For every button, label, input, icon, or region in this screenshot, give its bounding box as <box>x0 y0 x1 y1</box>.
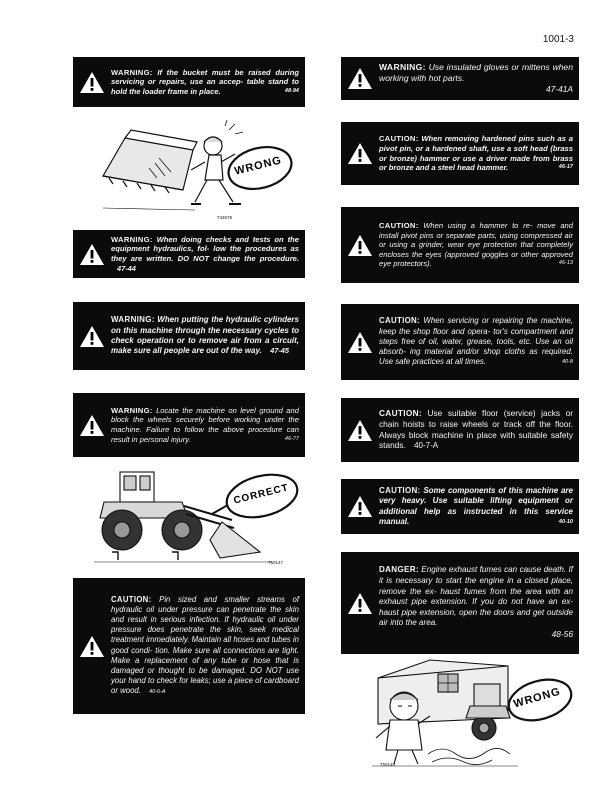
warning-keyword: WARNING: <box>111 405 153 415</box>
exhaust-fumes-illustration <box>368 658 576 770</box>
warning-triangle-icon <box>79 325 105 348</box>
warning-triangle-icon <box>347 67 373 90</box>
warning-box-cylinder-cycles <box>73 302 305 370</box>
figure-number: 750147 <box>268 560 284 565</box>
warning-keyword: WARNING: <box>379 62 426 72</box>
warning-keyword: WARNING: <box>111 67 153 77</box>
warning-code: 47-45 <box>270 346 290 356</box>
figure-number: 742679 <box>217 215 233 220</box>
figure-number: 750149 <box>380 762 396 767</box>
warning-box-level-ground <box>73 393 305 457</box>
warning-triangle-icon <box>347 592 373 615</box>
caution-keyword: CAUTION: <box>379 221 419 231</box>
caution-code: 46-13 <box>558 260 573 267</box>
caution-code: 40-7-A <box>414 441 439 451</box>
caution-code: 40-8 <box>561 359 573 366</box>
wrong-stamp: WRONG <box>512 685 563 711</box>
caution-text: Pin sized and smaller streams of hydraulic oil under pressure can penetrate the skin and result in serious infection. If hydraulic oil under pressure does penetrate the skin, seek medical treatment immediately. Maintain all hoses and tubes in good condi- tion. Make sure all connections are tight. Make a replacement of any tube or hose that is damaged or thought to be damaged. DO NOT use your hand to check for leaks; use a piece of cardboard or wood. <box>111 595 299 695</box>
caution-keyword: CAUTION: <box>379 485 421 495</box>
caution-code: 46-17 <box>558 164 573 171</box>
warning-code: 48-94 <box>284 87 299 94</box>
caution-keyword: CAUTION: <box>379 407 422 418</box>
caution-box-shop-floor <box>341 304 579 380</box>
warning-text: Locate the machine on level ground and block the wheels securely before working under the machine. Failure to follow the above procedure can result in personal injury. <box>111 405 299 444</box>
warning-triangle-icon <box>347 142 373 165</box>
warning-text: When doing checks and tests on the equipment hydraulics, fol- low the procedures as they are written. DO NOT change the procedure. <box>111 234 299 263</box>
caution-keyword: CAUTION: <box>379 316 420 326</box>
warning-text: When putting the hydraulic cylinders on this machine through the necessary cycles to check operation or to remove air from a circuit, make sure all people are out of the way. <box>111 315 299 356</box>
warning-triangle-icon <box>347 495 373 518</box>
caution-box-floor-jacks <box>341 398 579 462</box>
caution-code: 40-10 <box>558 518 573 525</box>
warning-triangle-icon <box>79 635 105 658</box>
caution-box-eye-protection <box>341 207 579 283</box>
warning-triangle-icon <box>347 234 373 257</box>
warning-text: Use insulated gloves or mittens when working with hot parts. <box>379 62 573 83</box>
danger-code: 48-56 <box>551 628 573 639</box>
warning-code: 47-41A <box>545 84 573 94</box>
loader-correct-illustration <box>92 468 304 568</box>
caution-text: When servicing or repairing the machine, keep the shop floor and opera- tor's compartment and steps free of oil, water, grease, tools, etc. Use an oil absorb- ing material and/or shop cloths as required. Use safe practices at all times. <box>379 316 573 367</box>
caution-keyword: CAUTION: <box>379 134 419 144</box>
warning-triangle-icon <box>347 419 373 442</box>
caution-text: Use suitable floor (service) jacks or chain hoists to raise wheels or track off the floor. Always block machine in place with suitable safety stands. <box>379 407 573 451</box>
danger-text: Engine exhaust fumes can cause death. If it is necessary to start the engine in a closed place, remove the ex- haust fumes from the area with an exhaust pipe extension. If you do not have an ex- haust pipe extension, open the doors and get outside air into the area. <box>379 565 574 628</box>
caution-code: 40-6-A <box>149 688 166 695</box>
warning-box-insulated-gloves <box>341 57 579 100</box>
correct-stamp: CORRECT <box>232 482 290 507</box>
warning-triangle-icon <box>79 243 105 266</box>
danger-box-exhaust-fumes <box>341 552 579 654</box>
warning-code: 46-77 <box>284 435 299 442</box>
warning-box-hydraulic-procedure <box>73 230 305 278</box>
warning-box-bucket-stand <box>73 57 305 107</box>
warning-code: 47-44 <box>117 263 136 273</box>
warning-triangle-icon <box>347 331 373 354</box>
danger-keyword: DANGER: <box>379 565 419 575</box>
warning-triangle-icon <box>79 414 105 437</box>
bucket-worker-illustration <box>95 118 300 218</box>
caution-text: Some components of this machine are very heavy. Use suitable lifting equipment or additional help as instructed in this service manual. <box>379 485 573 526</box>
warning-text: If the bucket must be raised during servicing or repairs, use an accep- table stand to hold the loader frame in place. <box>111 67 299 96</box>
caution-box-heavy-components <box>341 479 579 534</box>
caution-box-hydraulic-oil <box>73 578 305 714</box>
caution-box-hardened-pins <box>341 122 579 185</box>
warning-keyword: WARNING: <box>111 234 153 244</box>
caution-keyword: CAUTION: <box>111 595 152 605</box>
page-number: 1001-3 <box>542 34 574 45</box>
warning-triangle-icon <box>79 71 105 94</box>
wrong-stamp: WRONG <box>233 154 284 178</box>
warning-keyword: WARNING: <box>111 315 155 325</box>
caution-text: When using a hammer to re- move and install pivot pins or separate parts, using compressed air or using a grinder, wear eye protection that completely encloses the eyes (approved goggles or other approved eye protectors). <box>379 221 573 269</box>
caution-text: When removing hardened pins such as a pivot pin, or a hardened shaft, use a soft head (brass or bronze) hammer or use a driver made from brass or bronze and a steel head hammer. <box>379 134 573 173</box>
